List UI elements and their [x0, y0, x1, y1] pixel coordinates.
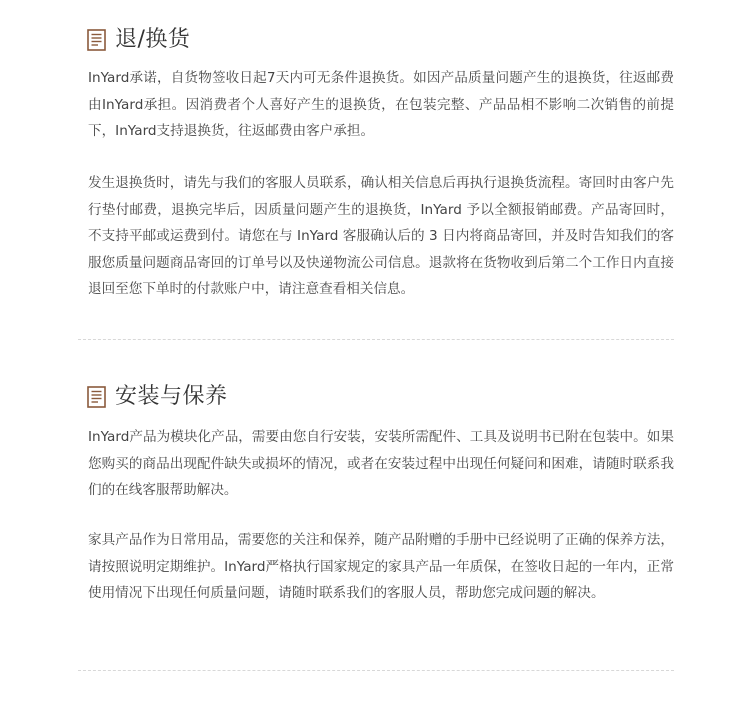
- paragraph: InYard承诺，自货物签收日起7天内可无条件退换货。如因产品质量问题产生的退换货，往返邮费由InYard承担。因消费者个人喜好产生的退换货，在包装完整、产品品相不影响二次销售的前提下，InYard支持退换货，往返邮费由客户承担。: [88, 70, 674, 139]
- section-title: 安装与保养: [115, 384, 228, 409]
- paragraph: 发生退换货时，请先与我们的客服人员联系，确认相关信息后再执行退换货流程。寄回时由客户先行垫付邮费，退换完毕后，因质量问题产生的退换货，InYard 予以全额报销邮费。产品寄回时，不支持平邮或运费到付。请您在与 InYard 客服确认后的 3 日内将商品寄回，并及时告知我们的客服您质量问题商品寄回的订单号以及快递物流公司信息。退款将在货物收到后第二个工作日内直接退回至您下单时的付款账户中，请注意查看相关信息。: [88, 175, 674, 297]
- section-header-installation: [87, 384, 228, 410]
- section-divider: [78, 670, 674, 671]
- document-list-icon: [87, 386, 106, 408]
- section-header-returns: [87, 27, 190, 53]
- section-divider: [78, 339, 674, 340]
- paragraph: InYard产品为模块化产品，需要由您自行安装，安装所需配件、工具及说明书已附在包装中。如果您购买的商品出现配件缺失或损坏的情况，或者在安装过程中出现任何疑问和困难，请随时联系我们的在线客服帮助解决。: [88, 429, 674, 498]
- section-title: 退/换货: [115, 27, 191, 52]
- paragraph: 家具产品作为日常用品，需要您的关注和保养，随产品附赠的手册中已经说明了正确的保养方法，请按照说明定期维护。InYard严格执行国家规定的家具产品一年质保，在签收日起的一年内，正常使用情况下出现任何质量问题，请随时联系我们的客服人员，帮助您完成问题的解决。: [88, 532, 674, 601]
- document-list-icon: [87, 29, 106, 51]
